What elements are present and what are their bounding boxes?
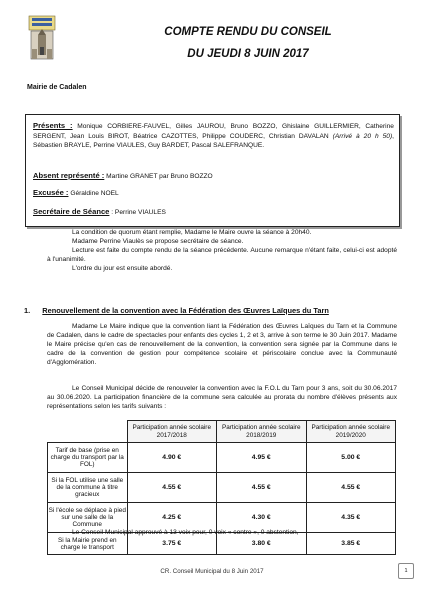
intro-lecture: Lecture est faite du compte rendu de la séance précédente. Aucune remarque n'étant faite, celui-ci est adopté à l'unanimité. (47, 246, 397, 263)
section-1-paragraph-1: Madame Le Maire indique que la convention liant la Fédération des Œuvres Laïques du Tarn et la Commune de Cadalen, dans le cadre de spectacles pour enfants des cycles 1, 2 et 3, arrive à son terme le 30 Juin 2017. Madame le Maire précise qu'en cas de renouvellement de la convention, la convention sera signée par la Commune dans le cadre de la convention de gestion pour compétence scolaire et périscolaire conclue avec la Communauté d'Agglomération. (47, 323, 397, 366)
title-line-2: DU JEUDI 8 JUIN 2017 (187, 48, 309, 60)
section-1-paragraph-2: Le Conseil Municipal décide de renouveler la convention avec la F.O.L du Tarn pour 3 ans, soit du 30.06.2017 au 30.06.2020. La participation financière de la commune sera calculée au prorata du nombre d'élèves présents aux représentations selon les tarifs suivants : (47, 385, 397, 410)
table-cell: 4.95 € (217, 443, 307, 473)
excusee-text: Géraldine NOEL (70, 190, 119, 197)
mairie-label: Mairie de Cadalen (27, 84, 87, 91)
footer-text: CR. Conseil Municipal du 8 Juin 2017 (160, 568, 264, 575)
page-number: 1 (398, 563, 414, 579)
absent-text: Martine GRANET par Bruno BOZZO (106, 173, 213, 180)
table-header: Participation année scolaire 2017/2018 (127, 421, 217, 443)
presents-block (33, 121, 394, 151)
secretaire-label: Secrétaire de Séance (33, 207, 110, 216)
section-1-heading: Renouvellement de la convention avec la Fédération des Œuvres Laïques du Tarn (42, 306, 329, 315)
table-cell: 4.35 € (306, 503, 396, 533)
table-cell: 3.75 € (127, 533, 217, 555)
excusee-label: Excusée : (33, 188, 69, 197)
section-1-number: 1. (24, 306, 31, 315)
table-cell: 4.55 € (217, 473, 307, 503)
table-row (48, 473, 396, 503)
table-cell: 4.55 € (306, 473, 396, 503)
excusee-block (33, 188, 119, 199)
table-row-label: Tarif de base (prise en charge du transport par la FOL) (48, 443, 128, 473)
table-row-label: Si la Mairie prend en charge le transport (48, 533, 128, 555)
table-cell: 4.25 € (127, 503, 217, 533)
absent-block (33, 171, 213, 182)
table-cell: 3.80 € (217, 533, 307, 555)
presents-names-cont: , Sébastien BRAYLE, Perrine VIAULES, Guy BARDET, Pascal SALEFRANQUE. (33, 132, 394, 150)
intro-ordre: L'ordre du jour est ensuite abordé. (72, 264, 173, 272)
table-cell: 4.55 € (127, 473, 217, 503)
absent-label: Absent représenté : (33, 171, 105, 180)
table-cell: 3.85 € (306, 533, 396, 555)
table-header: Participation année scolaire 2018/2019 (217, 421, 307, 443)
table-cell: 4.90 € (127, 443, 217, 473)
presents-label: Présents : (33, 121, 73, 130)
vote-text: Le Conseil Municipal approuvé à 13 voix pour, 0 voix « contre », 0 abstention, (72, 529, 299, 536)
secretaire-block (33, 207, 166, 218)
attendance-box (25, 114, 400, 227)
table-row (48, 503, 396, 533)
table-cell: 5.00 € (306, 443, 396, 473)
coat-of-arms-logo (28, 15, 56, 63)
presents-arrival-note: (Arrivé à 20 h 50) (332, 132, 393, 140)
intro-quorum: La condition de quorum étant remplie, Madame le Maire ouvre la séance à 20h40. (72, 229, 312, 236)
table-header-row (48, 421, 396, 443)
table-row-label: Si l'école se déplace à pied sur une salle de la Commune (48, 503, 128, 533)
table-corner (48, 421, 128, 443)
title-line-1: COMPTE RENDU DU CONSEIL (164, 26, 332, 38)
table-row-label: Si la FOL utilise une salle de la commune à titre gracieux (48, 473, 128, 503)
intro-block (47, 229, 397, 274)
section-1-title (24, 306, 329, 315)
presents-names: Monique CORBIERE-FAUVEL, Gilles JAUROU, Bruno BOZZO, Ghislaine GUILLERMIER, Catherine SERGENT, Jean Louis BIROT, Béatrice CAZOTTES, Philippe COUDERC, Christian DAVALAN (33, 123, 394, 140)
table-header: Participation année scolaire 2019/2020 (306, 421, 396, 443)
intro-secretaire: Madame Perrine Viaulès se propose secrétaire de séance. (72, 237, 244, 245)
table-cell: 4.30 € (217, 503, 307, 533)
table-row (48, 443, 396, 473)
secretaire-text: : Perrine VIAULES (111, 209, 166, 216)
